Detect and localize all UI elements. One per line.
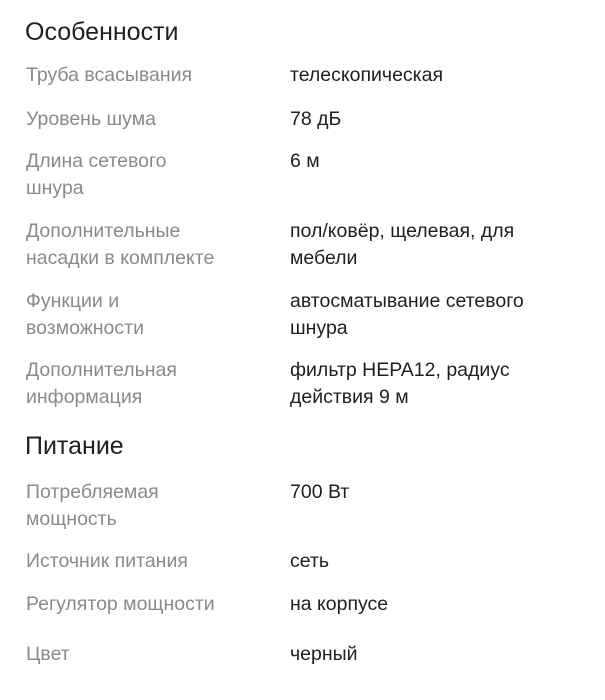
spec-value: телескопическая xyxy=(290,64,444,86)
spec-label: Дополнительные насадки в комплекте xyxy=(26,220,215,269)
spec-label: Потребляемая мощность xyxy=(26,481,159,530)
spec-value: черный xyxy=(290,643,358,665)
spec-value: фильтр HEPA12, радиус действия 9 м xyxy=(290,359,510,408)
spec-value: 6 м xyxy=(290,150,320,172)
spec-value: 78 дБ xyxy=(290,108,342,130)
spec-label: Дополнительная информация xyxy=(26,359,177,408)
spec-label: Источник питания xyxy=(26,550,188,572)
section-title-features: Особенности xyxy=(25,18,179,46)
spec-value: автосматывание сетевого шнура xyxy=(290,290,524,339)
spec-label: Регулятор мощности xyxy=(26,593,215,615)
spec-label: Уровень шума xyxy=(26,108,156,130)
spec-value: пол/ковёр, щелевая, для мебели xyxy=(290,220,515,269)
spec-label: Цвет xyxy=(26,643,70,665)
spec-label: Функции и возможности xyxy=(26,290,144,339)
spec-value: 700 Вт xyxy=(290,481,350,503)
spec-value: на корпусе xyxy=(290,593,389,615)
spec-value: сеть xyxy=(290,550,330,572)
spec-label: Длина сетевого шнура xyxy=(26,150,167,199)
section-title-power: Питание xyxy=(25,432,124,460)
spec-label: Труба всасывания xyxy=(26,64,193,86)
